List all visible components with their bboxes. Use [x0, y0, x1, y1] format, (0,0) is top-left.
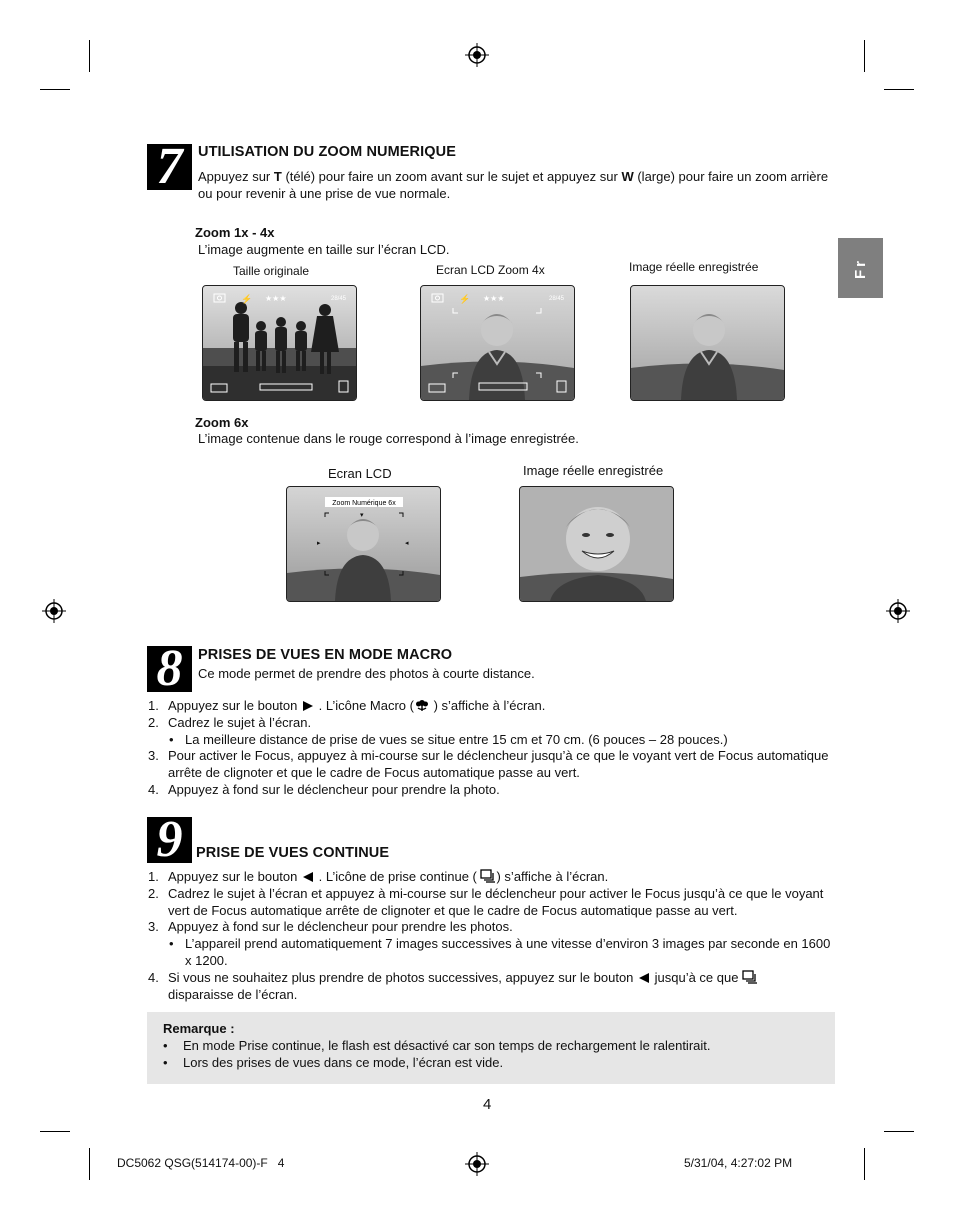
continuous-shot-icon [742, 970, 758, 984]
step-text: Appuyez sur le bouton [168, 698, 301, 713]
remark-bullet [163, 1054, 843, 1071]
zoom-6x-title: Zoom 6x [195, 415, 249, 430]
svg-text:⚡: ⚡ [241, 294, 253, 304]
caption-lcd-screen: Ecran LCD [328, 466, 392, 481]
step-text: disparaisse de l’écran. [168, 986, 298, 1002]
svg-text:◂: ◂ [405, 540, 409, 547]
list-item [148, 782, 838, 799]
zoom-6x-label: Zoom Numérique 6x [332, 500, 396, 507]
intro-text: (large) pour faire un zoom arrière ou pour revenir à une prise de vue normale. [198, 169, 829, 201]
list-number: 3. [148, 748, 159, 764]
svg-text:★★★: ★★★ [265, 294, 287, 303]
remark-text: Lors des prises de vues dans ce mode, l’écran est vide. [183, 1055, 504, 1070]
step-text: ) s’affiche à l’écran. [496, 869, 609, 884]
list-subitem [148, 936, 838, 970]
zoom-1x-4x-desc: L’image augmente en taille sur l’écran LCD. [198, 242, 450, 257]
crop-mark [864, 40, 865, 72]
language-tab [838, 238, 883, 298]
intro-text: Appuyez sur [198, 169, 274, 184]
step-text: . L’icône de prise continue ( [314, 869, 481, 884]
lcd-counter: 28/45 [549, 296, 565, 302]
key-w: W [621, 169, 634, 184]
remark-bullet [163, 1037, 843, 1054]
step-text: Appuyez sur le bouton [168, 869, 301, 884]
section-8-intro: Ce mode permet de prendre des photos à courte distance. [198, 666, 535, 681]
photo-lcd-original [202, 285, 357, 401]
list-number: 1. [148, 869, 159, 884]
list-number: 2. [148, 885, 159, 901]
section-7-intro [198, 168, 838, 202]
language-tab-label: Fr [852, 257, 869, 279]
footer-doc-id: DC5062 QSG(514174-00)-F 4 [117, 1156, 285, 1170]
step-text: Si vous ne souhaitez plus prendre de photos successives, appuyez sur le bouton [168, 969, 638, 985]
crop-mark [884, 1131, 914, 1132]
caption-real-image: Image réelle enregistrée [629, 260, 759, 274]
section-number-9: 9 [147, 817, 192, 863]
lcd-counter: 28/45 [331, 296, 347, 302]
svg-text:▸: ▸ [317, 540, 321, 547]
remark-box [147, 1012, 835, 1084]
list-subitem [148, 732, 838, 749]
section-9-steps [148, 869, 838, 1003]
page-number: 4 [483, 1096, 492, 1113]
section-8-title: PRISES DE VUES EN MODE MACRO [198, 647, 453, 663]
list-number: 4. [148, 969, 159, 985]
crop-mark [884, 89, 914, 90]
bullet: • [163, 1038, 168, 1053]
crop-mark [40, 1131, 70, 1132]
registration-mark-icon [886, 599, 910, 623]
svg-text:▾: ▾ [360, 512, 364, 519]
zoom-1x-4x-title: Zoom 1x - 4x [195, 225, 275, 240]
svg-text:⚡: ⚡ [459, 294, 471, 304]
caption-lcd-zoom-4x: Ecran LCD Zoom 4x [436, 263, 545, 277]
continuous-shot-icon [480, 869, 496, 883]
crop-mark [40, 89, 70, 90]
list-number: 1. [148, 698, 159, 713]
list-number: 4. [148, 781, 159, 797]
crop-mark [89, 1148, 90, 1180]
key-t: T [273, 169, 282, 184]
step-text: Appuyez à fond sur le déclencheur pour prendre la photo. [168, 781, 500, 797]
svg-text:★★★: ★★★ [483, 294, 505, 303]
section-9-title: PRISE DE VUES CONTINUE [196, 845, 390, 861]
list-item [148, 886, 838, 920]
registration-mark-icon [465, 43, 489, 67]
bullet: • [163, 1055, 168, 1070]
photo-lcd-zoom-4x [420, 285, 575, 401]
section-8-steps [148, 698, 838, 799]
macro-flower-icon [414, 698, 430, 712]
section-7-title: UTILISATION DU ZOOM NUMERIQUE [198, 144, 456, 160]
left-arrow-button-icon [637, 972, 651, 984]
step-text: Cadrez le sujet à l’écran. [168, 714, 312, 730]
caption-real-image-2: Image réelle enregistrée [523, 463, 664, 478]
list-item [148, 919, 838, 936]
remark-text: En mode Prise continue, le flash est désactivé car son temps de rechargement le ralentirait. [183, 1038, 711, 1053]
intro-text: (télé) pour faire un zoom avant sur le sujet et appuyez sur [281, 169, 622, 184]
step-text: Pour activer le Focus, appuyez à mi-course sur le déclencheur jusqu’à ce que le voyant vert de Focus automatique arrête de clignoter et que le cadre de Focus automatique passe au vert. [168, 748, 829, 781]
bullet: • [169, 731, 174, 747]
step-text: L’appareil prend automatiquement 7 images successives à une vitesse d’environ 3 images par seconde en 1600 x 1200. [185, 936, 831, 968]
left-arrow-button-icon [301, 871, 315, 883]
section-number-7: 7 [147, 144, 192, 190]
step-text: La meilleure distance de prise de vues se situe entre 15 cm et 70 cm. (6 pouces – 28 pouces.) [185, 731, 728, 747]
registration-mark-icon [465, 1152, 489, 1176]
list-item [148, 869, 838, 886]
step-text: . L’icône Macro ( [314, 698, 414, 713]
right-arrow-button-icon [301, 700, 315, 712]
list-item [148, 715, 838, 732]
list-item [148, 748, 838, 782]
zoom-6x-desc: L’image contenue dans le rouge correspond à l’image enregistrée. [198, 431, 579, 446]
list-number: 3. [148, 919, 159, 935]
list-item [148, 698, 838, 715]
registration-mark-icon [42, 599, 66, 623]
photo-real-image-2 [519, 486, 674, 602]
step-text: ) s’affiche à l’écran. [429, 698, 546, 713]
photo-lcd-zoom-6x [286, 486, 441, 602]
bullet: • [169, 936, 174, 952]
section-number-8: 8 [147, 646, 192, 692]
step-text: Appuyez à fond sur le déclencheur pour prendre les photos. [168, 919, 513, 935]
remark-title: Remarque : [163, 1021, 235, 1036]
caption-original-size: Taille originale [233, 264, 310, 278]
photo-real-image-1 [630, 285, 785, 401]
footer-timestamp: 5/31/04, 4:27:02 PM [684, 1156, 793, 1170]
step-text: jusqu’à ce que [651, 969, 743, 985]
step-text: Cadrez le sujet à l’écran et appuyez à mi-course sur le déclencheur pour activer le Focus jusqu’à ce que le voyant vert de Focus automatique arrête de clignoter et que le cadre de Focus automatique passe au vert. [168, 885, 824, 918]
list-number: 2. [148, 714, 159, 730]
crop-mark [864, 1148, 865, 1180]
crop-mark [89, 40, 90, 72]
list-item [148, 970, 838, 1004]
